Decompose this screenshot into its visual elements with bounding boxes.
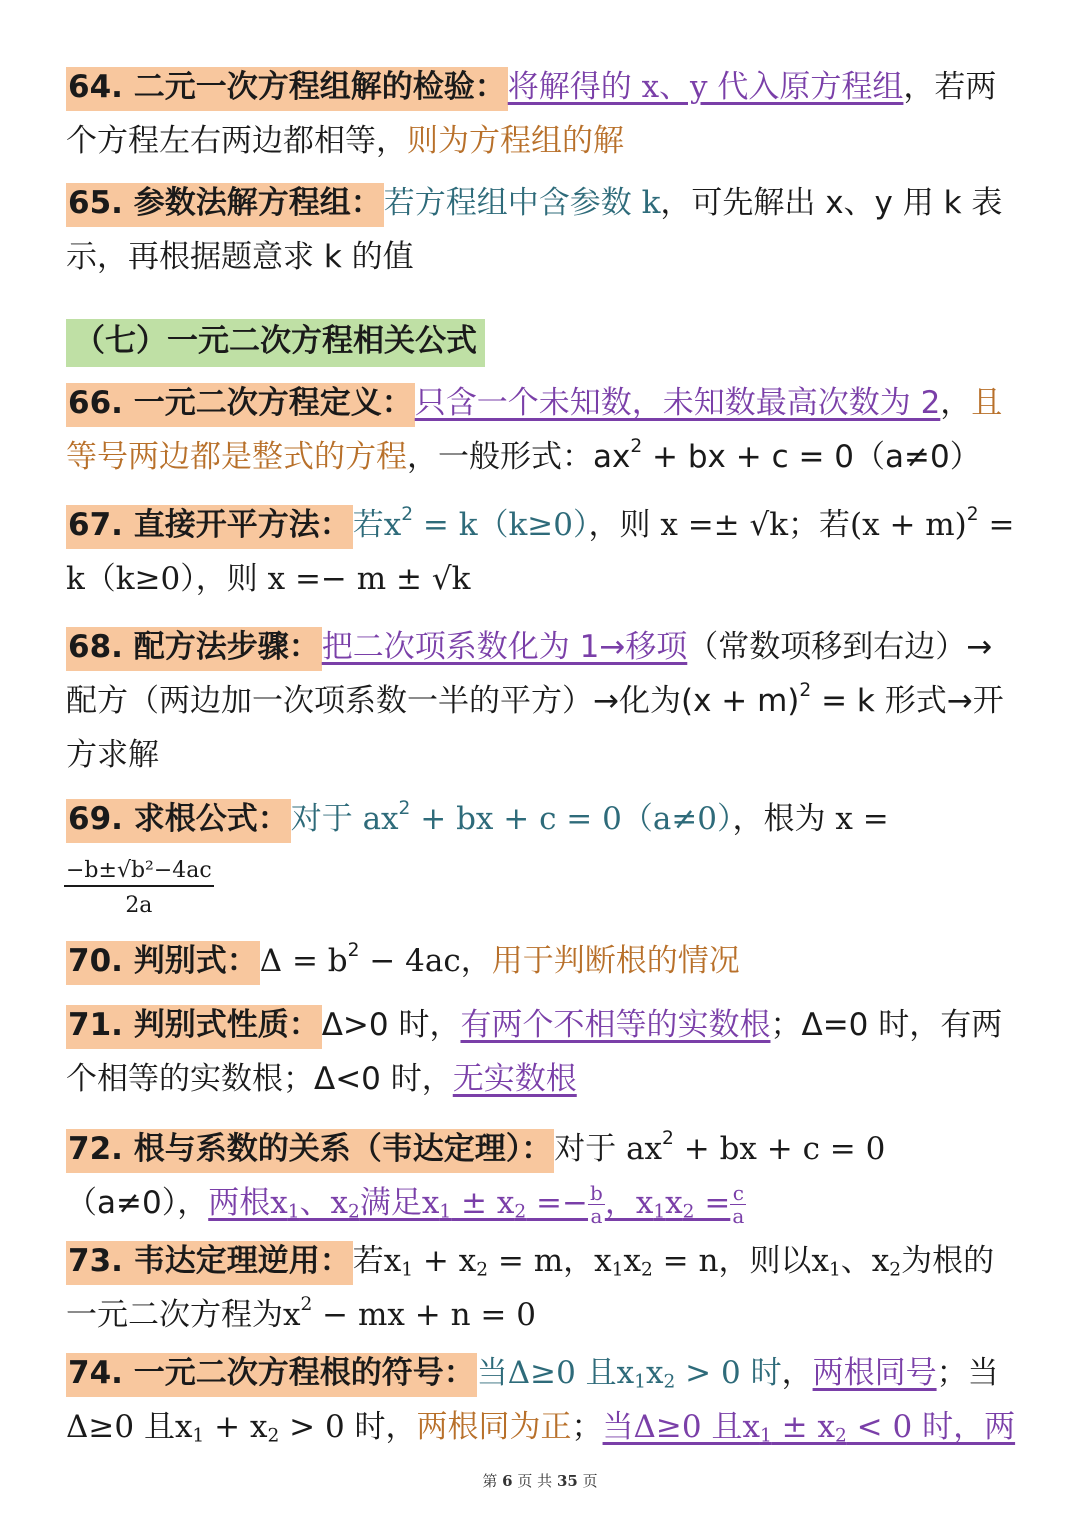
item-66-title: 66. 一元二次方程定义： bbox=[66, 383, 415, 427]
fraction-b-over-a: $\frac{b}{a}$ bbox=[590, 1181, 603, 1228]
item-71: 71. 判别式性质：Δ>0 时，有两个不相等的实数根；Δ=0 时，有两个相等的实数根；Δ<0 时，无实数根 bbox=[66, 1007, 1003, 1097]
quadratic-formula-fraction: −b±√b²−4ac 2a bbox=[66, 858, 212, 918]
item-71-title: 71. 判别式性质： bbox=[66, 1005, 322, 1049]
item-73: 73. 韦达定理逆用：若$x_1 + x_2 = m$，$x_1x_2 = n$，则以$x_1$、$x_2$为根的一元二次方程为$x^2$ − mx + n = 0 bbox=[66, 1243, 995, 1333]
item-67-title: 67. 直接开平方法： bbox=[66, 505, 353, 549]
item-69: 69. 求根公式：对于 $ax^2$ + bx + c = 0（a≠0），根为 x = bbox=[66, 792, 1016, 846]
item-65-title: 65. 参数法解方程组： bbox=[66, 183, 384, 227]
item-66: 66. 一元二次方程定义：只含一个未知数，未知数最高次数为 2，且等号两边都是整式的方程，一般形式：$ax^2$ + bx + c = 0（a≠0） bbox=[66, 385, 1003, 475]
item-72-title: 72. 根与系数的关系（韦达定理）： bbox=[66, 1129, 554, 1173]
item-68-title: 68. 配方法步骤： bbox=[66, 627, 322, 671]
item-70-title: 70. 判别式： bbox=[66, 941, 260, 985]
item-67: 67. 直接开平方法：若$x^2 = k(k\ge 0)$，则 x =± √k；若$(x + m)^2 = k(k\ge 0)$，则 x =− m ± √k bbox=[66, 504, 1015, 597]
item-68: 68. 配方法步骤：把二次项系数化为 1→移项（常数项移到右边）→配方（两边加一次项系数一半的平方）→化为$(x + m)^2 = k$ 形式→开方求解 bbox=[66, 629, 1004, 773]
fraction-c-over-a: $\frac{c}{a}$ bbox=[732, 1181, 745, 1228]
item-64-title: 64. 二元一次方程组解的检验： bbox=[66, 67, 508, 111]
item-69-title: 69. 求根公式： bbox=[66, 799, 291, 843]
page-footer: 第 6 页 共 35 页 bbox=[482, 1472, 598, 1490]
item-65: 65. 参数法解方程组：若方程组中含参数 k，可先解出 x、y 用 k 表示，再根据题意求 k 的值 bbox=[66, 185, 1003, 275]
item-74-title: 74. 一元二次方程根的符号： bbox=[66, 1353, 477, 1397]
item-70: 70. 判别式：$\Delta = b^2 - 4ac$，用于判断根的情况 bbox=[66, 934, 1016, 988]
item-73-title: 73. 韦达定理逆用： bbox=[66, 1241, 353, 1285]
item-72: 72. 根与系数的关系（韦达定理）：对于 $ax^2$ + bx + c = 0 （a≠0），两根$x_1$、$x_2$满足$x_1 \pm x_2$ =− $\frac{b}{a}$ ，$x_1x_2$ = $\frac{c}{a}$ bbox=[66, 1128, 886, 1228]
page-number: 6 bbox=[502, 1472, 513, 1490]
item-74: 74. 一元二次方程根的符号：当Δ≥0 且$x_1x_2 > 0$ 时，两根同号；当Δ≥0 且$x_1 + x_2 > 0$ 时，两根同为正；当Δ≥0 且$x_1 \pm x_2 < 0$ 时，两 bbox=[66, 1355, 1016, 1447]
item-64: 64. 二元一次方程组解的检验：将解得的 x、y 代入原方程组，若两个方程左右两边都相等，则为方程组的解 bbox=[66, 69, 997, 159]
total-pages: 35 bbox=[556, 1472, 578, 1490]
section-heading: （七）一元二次方程相关公式 bbox=[66, 314, 1016, 368]
